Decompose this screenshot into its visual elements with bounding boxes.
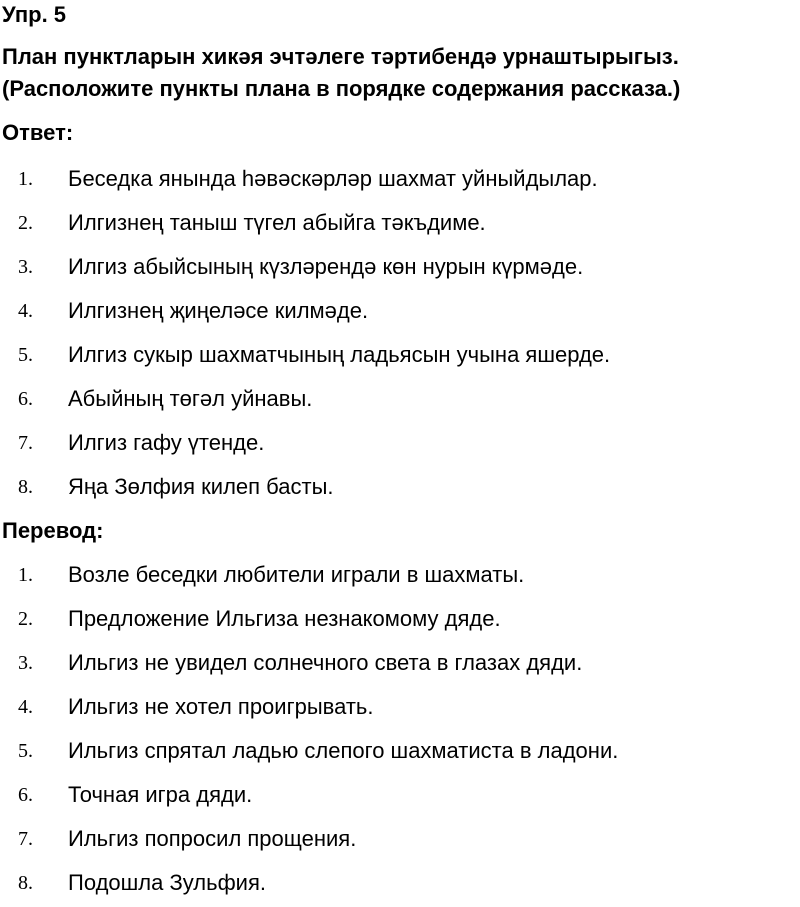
item-number: 8. bbox=[18, 872, 33, 894]
item-text: Яңа Зөлфия килеп басты. bbox=[68, 474, 334, 499]
item-text: Илгизнең җиңеләсе килмәде. bbox=[68, 298, 369, 323]
answer-item bbox=[0, 335, 800, 379]
answer-list bbox=[0, 159, 800, 511]
task-text-tatar: План пунктларын хикәя эчтәлеге тәртибендә урнаштырыгыз. bbox=[2, 44, 679, 69]
item-number: 2. bbox=[18, 212, 33, 234]
translation-item bbox=[0, 775, 800, 819]
translation-item bbox=[0, 687, 800, 731]
item-text: Предложение Ильгиза незнакомому дяде. bbox=[68, 606, 501, 631]
item-number: 1. bbox=[18, 168, 33, 190]
item-text: Беседка янында һәвәскәрләр шахмат уйныйдылар. bbox=[68, 166, 598, 191]
item-text: Илгиз сукыр шахматчының ладьясын учына яшерде. bbox=[68, 342, 611, 367]
item-text: Подошла Зульфия. bbox=[68, 870, 266, 895]
item-text: Точная игра дяди. bbox=[68, 782, 253, 807]
item-number: 3. bbox=[18, 652, 33, 674]
item-text: Ильгиз спрятал ладью слепого шахматиста в ладони. bbox=[68, 738, 619, 763]
item-number: 5. bbox=[18, 344, 33, 366]
item-text: Ильгиз попросил прощения. bbox=[68, 826, 357, 851]
item-number: 7. bbox=[18, 828, 33, 850]
translation-item bbox=[0, 599, 800, 643]
answer-item bbox=[0, 203, 800, 247]
answer-item bbox=[0, 423, 800, 467]
item-number: 5. bbox=[18, 740, 33, 762]
translation-heading: Перевод: bbox=[2, 518, 104, 543]
translation-list bbox=[0, 555, 800, 907]
answer-item bbox=[0, 247, 800, 291]
item-number: 4. bbox=[18, 300, 33, 322]
item-text: Возле беседки любители играли в шахматы. bbox=[68, 562, 525, 587]
item-number: 6. bbox=[18, 784, 33, 806]
item-number: 7. bbox=[18, 432, 33, 454]
translation-item bbox=[0, 731, 800, 775]
task-text-russian: (Расположите пункты плана в порядке содержания рассказа.) bbox=[2, 76, 681, 101]
exercise-title: Упр. 5 bbox=[2, 2, 67, 27]
item-text: Ильгиз не увидел солнечного света в глазах дяди. bbox=[68, 650, 583, 675]
answer-item bbox=[0, 159, 800, 203]
item-text: Илгизнең таныш түгел абыйга тәкъдиме. bbox=[68, 210, 486, 235]
item-text: Абыйның төгәл уйнавы. bbox=[68, 386, 313, 411]
item-text: Илгиз гафу үтенде. bbox=[68, 430, 265, 455]
answer-heading: Ответ: bbox=[2, 120, 74, 145]
item-number: 4. bbox=[18, 696, 33, 718]
translation-item bbox=[0, 555, 800, 599]
item-number: 6. bbox=[18, 388, 33, 410]
answer-item bbox=[0, 467, 800, 511]
item-number: 8. bbox=[18, 476, 33, 498]
translation-item bbox=[0, 819, 800, 863]
item-number: 3. bbox=[18, 256, 33, 278]
translation-item bbox=[0, 863, 800, 907]
item-number: 2. bbox=[18, 608, 33, 630]
item-number: 1. bbox=[18, 564, 33, 586]
answer-item bbox=[0, 379, 800, 423]
answer-item bbox=[0, 291, 800, 335]
item-text: Ильгиз не хотел проигрывать. bbox=[68, 694, 374, 719]
item-text: Илгиз абыйсының күзләрендә көн нурын күрмәде. bbox=[68, 254, 584, 279]
translation-item bbox=[0, 643, 800, 687]
